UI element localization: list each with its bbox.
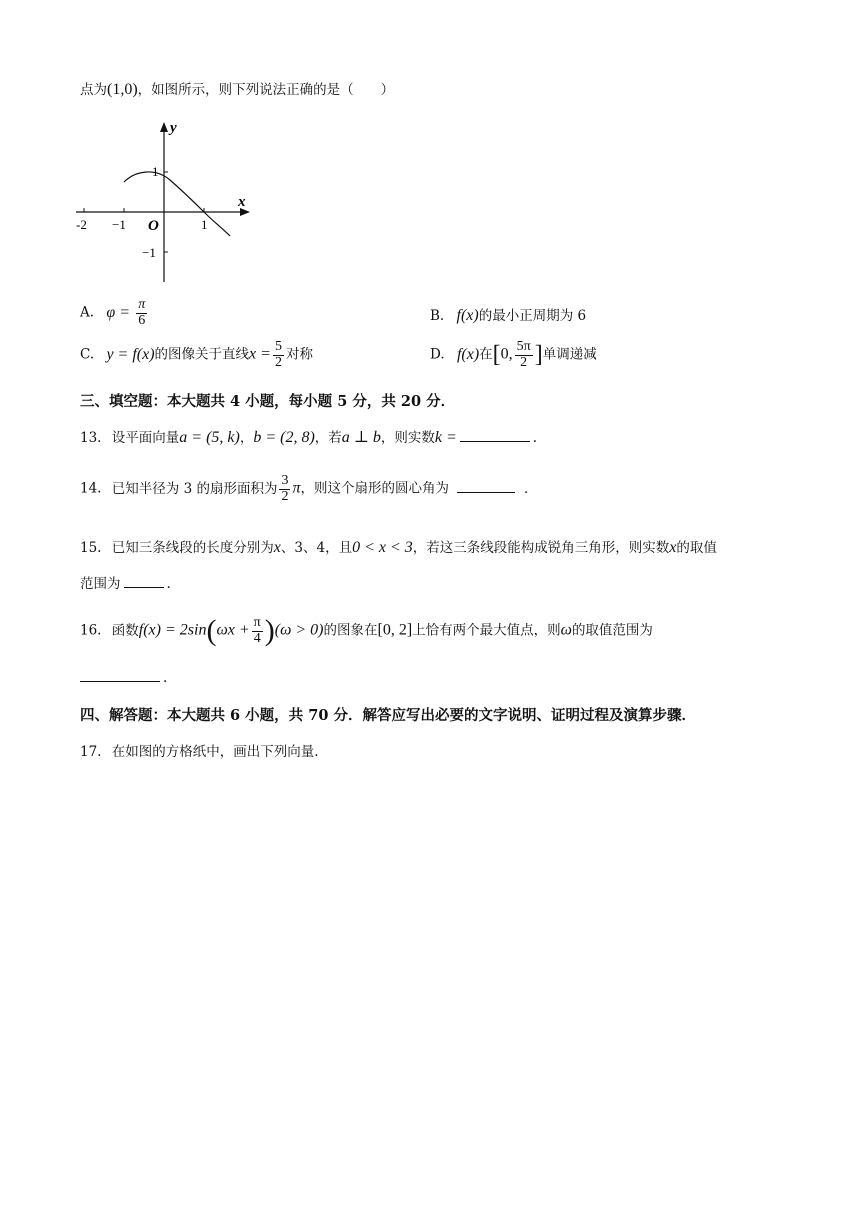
option-d-int-left: 0, (500, 345, 513, 363)
q13-num: 13. (80, 430, 102, 446)
q16-t2: 的图象在 (323, 622, 378, 639)
q13-vector-a: a = (5, k) (179, 429, 240, 446)
q16-omega: ω (560, 621, 572, 639)
option-b-label: B. (430, 308, 445, 324)
option-b-fx: f(x) (456, 307, 479, 324)
q15-t2: 、3、4，且 (280, 540, 353, 556)
q13-answer-blank[interactable] (460, 440, 530, 442)
section4-heading: 四、解答题：本大题共 6 小题，共 70 分．解答应写出必要的文字说明、证明过程及演算步骤． (80, 707, 696, 724)
q16-rparen: ) (264, 614, 275, 647)
q16-lparen: ( (206, 614, 217, 647)
q16-condition: (ω > 0) (274, 621, 324, 639)
option-c-fraction (273, 340, 284, 370)
intro-prefix: 点为 (80, 82, 107, 98)
tick-label-neg1: −1 (112, 217, 126, 232)
question-16 (80, 614, 653, 648)
question-17 (80, 740, 319, 760)
q17-num: 17. (80, 744, 102, 760)
q16-answer-blank[interactable] (80, 680, 160, 682)
option-a-lhs: φ = (106, 303, 130, 321)
question-15 (80, 536, 717, 557)
q16-t1: 函数 (111, 622, 139, 639)
q16-fraction (252, 616, 263, 646)
q15-x: x (273, 539, 281, 556)
q15-t4: 的取值 (676, 540, 717, 556)
q15-answer-blank[interactable] (124, 586, 164, 588)
tick-label-y1: 1 (152, 164, 159, 179)
option-c-label: C. (80, 346, 95, 363)
q17-text: 在如图的方格纸中，画出下列向量. (111, 744, 319, 760)
y-axis-arrow (160, 122, 168, 132)
q13-t1: 设平面向量 (111, 430, 180, 446)
option-d-text2: 单调递减 (542, 346, 597, 363)
q13-end: . (532, 430, 538, 446)
q16-inner: ωx + (216, 621, 250, 639)
tick-label-yneg1: −1 (142, 245, 156, 260)
option-a-den: 6 (138, 312, 146, 328)
option-b-text: 的最小正周期为 6 (478, 308, 587, 324)
option-c-text2: 对称 (285, 346, 313, 363)
q14-answer-blank[interactable] (457, 491, 515, 493)
option-d-text1: 在 (479, 346, 493, 363)
option-d-fraction (515, 340, 533, 370)
q15-x2: x (669, 539, 677, 556)
option-d-rbracket: ] (534, 341, 543, 368)
option-a-fraction (136, 298, 147, 328)
q15-end: . (166, 576, 171, 592)
y-axis-label: y (170, 120, 177, 136)
question-13 (80, 426, 537, 447)
function-graph (74, 116, 264, 286)
q16-end: . (163, 670, 168, 686)
q13-vector-b: b = (2, 8) (253, 429, 315, 446)
q14-pi: π (292, 479, 301, 497)
question-15-line2 (80, 572, 171, 592)
option-c-lhs: y = f(x) (106, 345, 155, 363)
q13-k: k = (434, 429, 457, 446)
option-d-label: D. (430, 346, 445, 363)
q14-t2: ，则这个扇形的圆心角为 (300, 480, 449, 497)
option-d-den: 2 (520, 354, 528, 370)
option-c-num: 5 (274, 339, 282, 354)
option-a-num: π (138, 297, 146, 312)
q14-frac-den: 2 (281, 488, 289, 504)
origin-label: O (148, 218, 159, 234)
q16-frac-num: π (253, 614, 261, 630)
option-c (80, 340, 313, 370)
q15-line2: 范围为 (80, 576, 121, 592)
option-d (430, 340, 597, 370)
option-d-fx: f(x) (456, 345, 480, 363)
tick-label-neg2: -2 (76, 217, 87, 232)
option-a (80, 298, 149, 328)
x-axis-label: x (238, 194, 246, 210)
q13-t3: ，则实数 (380, 430, 435, 446)
option-c-text1: 的图像关于直线 (154, 346, 250, 363)
q13-perp: a ⊥ b (341, 429, 381, 446)
q16-num: 16. (80, 622, 102, 639)
q16-t4: 的取值范围为 (571, 622, 653, 639)
q16-interval: [0, 2] (377, 621, 413, 639)
intro-line (80, 78, 394, 99)
q14-end: ． (523, 480, 538, 497)
q15-num: 15. (80, 540, 102, 556)
q13-sep: ， (239, 430, 254, 446)
q15-inequality: 0 < x < 3 (352, 539, 413, 556)
intro-suffix: ，如图所示，则下列说法正确的是（ ） (137, 82, 395, 98)
section3-heading: 三、填空题：本大题共 4 小题，每小题 5 分，共 20 分． (80, 393, 456, 410)
q16-t3: 上恰有两个最大值点，则 (412, 622, 561, 639)
option-c-eq: x = (249, 345, 271, 363)
q14-fraction (279, 474, 290, 504)
question-14 (80, 474, 537, 504)
q14-frac-num: 3 (281, 473, 289, 488)
sine-curve (124, 172, 230, 236)
q15-t1: 已知三条线段的长度分别为 (111, 540, 274, 556)
tick-label-x1: 1 (201, 217, 208, 232)
option-b (430, 304, 586, 325)
q15-t3: ，若这三条线段能构成锐角三角形，则实数 (412, 540, 670, 556)
option-d-lbracket: [ (492, 341, 501, 368)
intro-point: (1,0) (107, 81, 138, 98)
option-a-label: A. (80, 304, 95, 321)
question-16-line2 (80, 670, 167, 686)
q14-t1: 已知半径为 3 的扇形面积为 (111, 480, 278, 497)
option-d-num: 5π (516, 339, 531, 354)
q16-func: f(x) = 2sin (138, 621, 207, 639)
q14-num: 14. (80, 480, 102, 497)
option-c-den: 2 (274, 354, 282, 370)
q13-t2: ，若 (314, 430, 342, 446)
q16-frac-den: 4 (253, 630, 261, 646)
